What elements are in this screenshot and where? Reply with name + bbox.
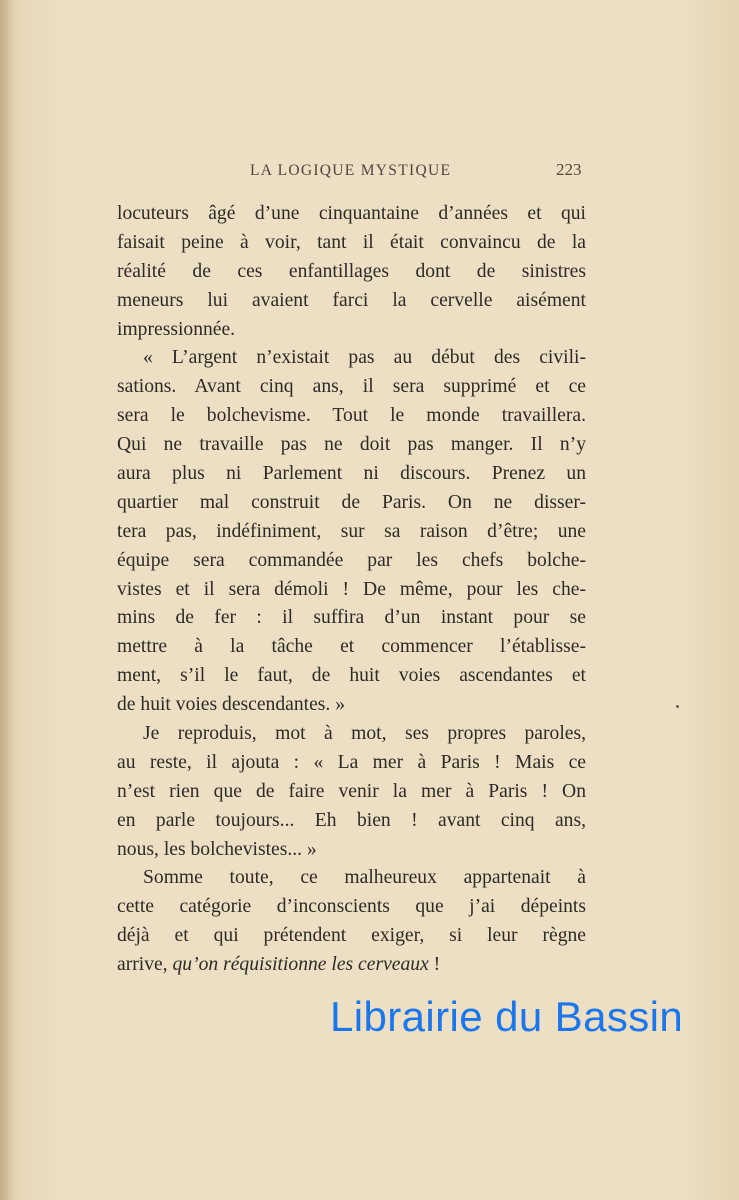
text-line: réalité de ces enfantillages dont de sinistres <box>117 260 586 282</box>
text-line: nous, les bolchevistes... » <box>117 838 317 860</box>
running-title: LA LOGIQUE MYSTIQUE <box>250 162 452 179</box>
text-line: Somme toute, ce malheureux appartenait à <box>143 867 586 889</box>
text-line: mettre à la tâche et commencer l’établisse- <box>117 636 586 658</box>
text-line-final <box>117 951 586 980</box>
watermark-text: Librairie du Bassin <box>330 993 684 1040</box>
text-line: déjà et qui prétendent exiger, si leur règne <box>117 925 586 947</box>
text-line: vistes et il sera démoli ! De même, pour les che- <box>117 578 586 600</box>
text-line: meneurs lui avaient farci la cervelle aisément <box>117 289 586 311</box>
text-line: n’est rien que de faire venir la mer à Paris ! On <box>117 780 586 802</box>
text-line: faisait peine à voir, tant il était convaincu de la <box>117 231 586 253</box>
final-line-suffix: ! <box>428 954 441 976</box>
text-line: au reste, il ajouta : « La mer à Paris ! Mais ce <box>117 751 586 773</box>
text-line: tera pas, indéfiniment, sur sa raison d’être; une <box>117 520 586 542</box>
page-header <box>0 160 739 186</box>
text-line: Je reproduis, mot à mot, ses propres paroles, <box>143 723 586 745</box>
final-line-italic: qu’on réquisitionne les cerveaux <box>172 954 429 976</box>
page-number: 223 <box>556 160 582 179</box>
text-line: impressionnée. <box>117 318 236 340</box>
body-text <box>117 200 586 980</box>
final-line-prefix: arrive, <box>117 954 173 976</box>
text-line: cette catégorie d’inconscients que j’ai dépeints <box>117 896 586 918</box>
text-line: Qui ne travaille pas ne doit pas manger. Il n’y <box>117 434 586 456</box>
text-line: en parle toujours... Eh bien ! avant cinq ans, <box>117 809 586 831</box>
text-line: mins de fer : il suffira d’un instant pour se <box>117 607 586 629</box>
text-line: sations. Avant cinq ans, il sera supprimé et ce <box>117 376 586 398</box>
text-line: sera le bolchevisme. Tout le monde travaillera. <box>117 405 586 427</box>
text-line: aura plus ni Parlement ni discours. Prenez un <box>117 463 586 485</box>
text-line: quartier mal construit de Paris. On ne disser- <box>117 491 586 513</box>
paper-speck <box>676 705 679 708</box>
text-line: équipe sera commandée par les chefs bolche- <box>117 549 586 571</box>
text-line: locuteurs âgé d’une cinquantaine d’années et qui <box>117 203 586 224</box>
text-line: de huit voies descendantes. » <box>117 694 345 716</box>
text-line: « L’argent n’existait pas au début des civili- <box>143 347 586 369</box>
text-line: ment, s’il le faut, de huit voies ascendantes et <box>117 665 586 687</box>
